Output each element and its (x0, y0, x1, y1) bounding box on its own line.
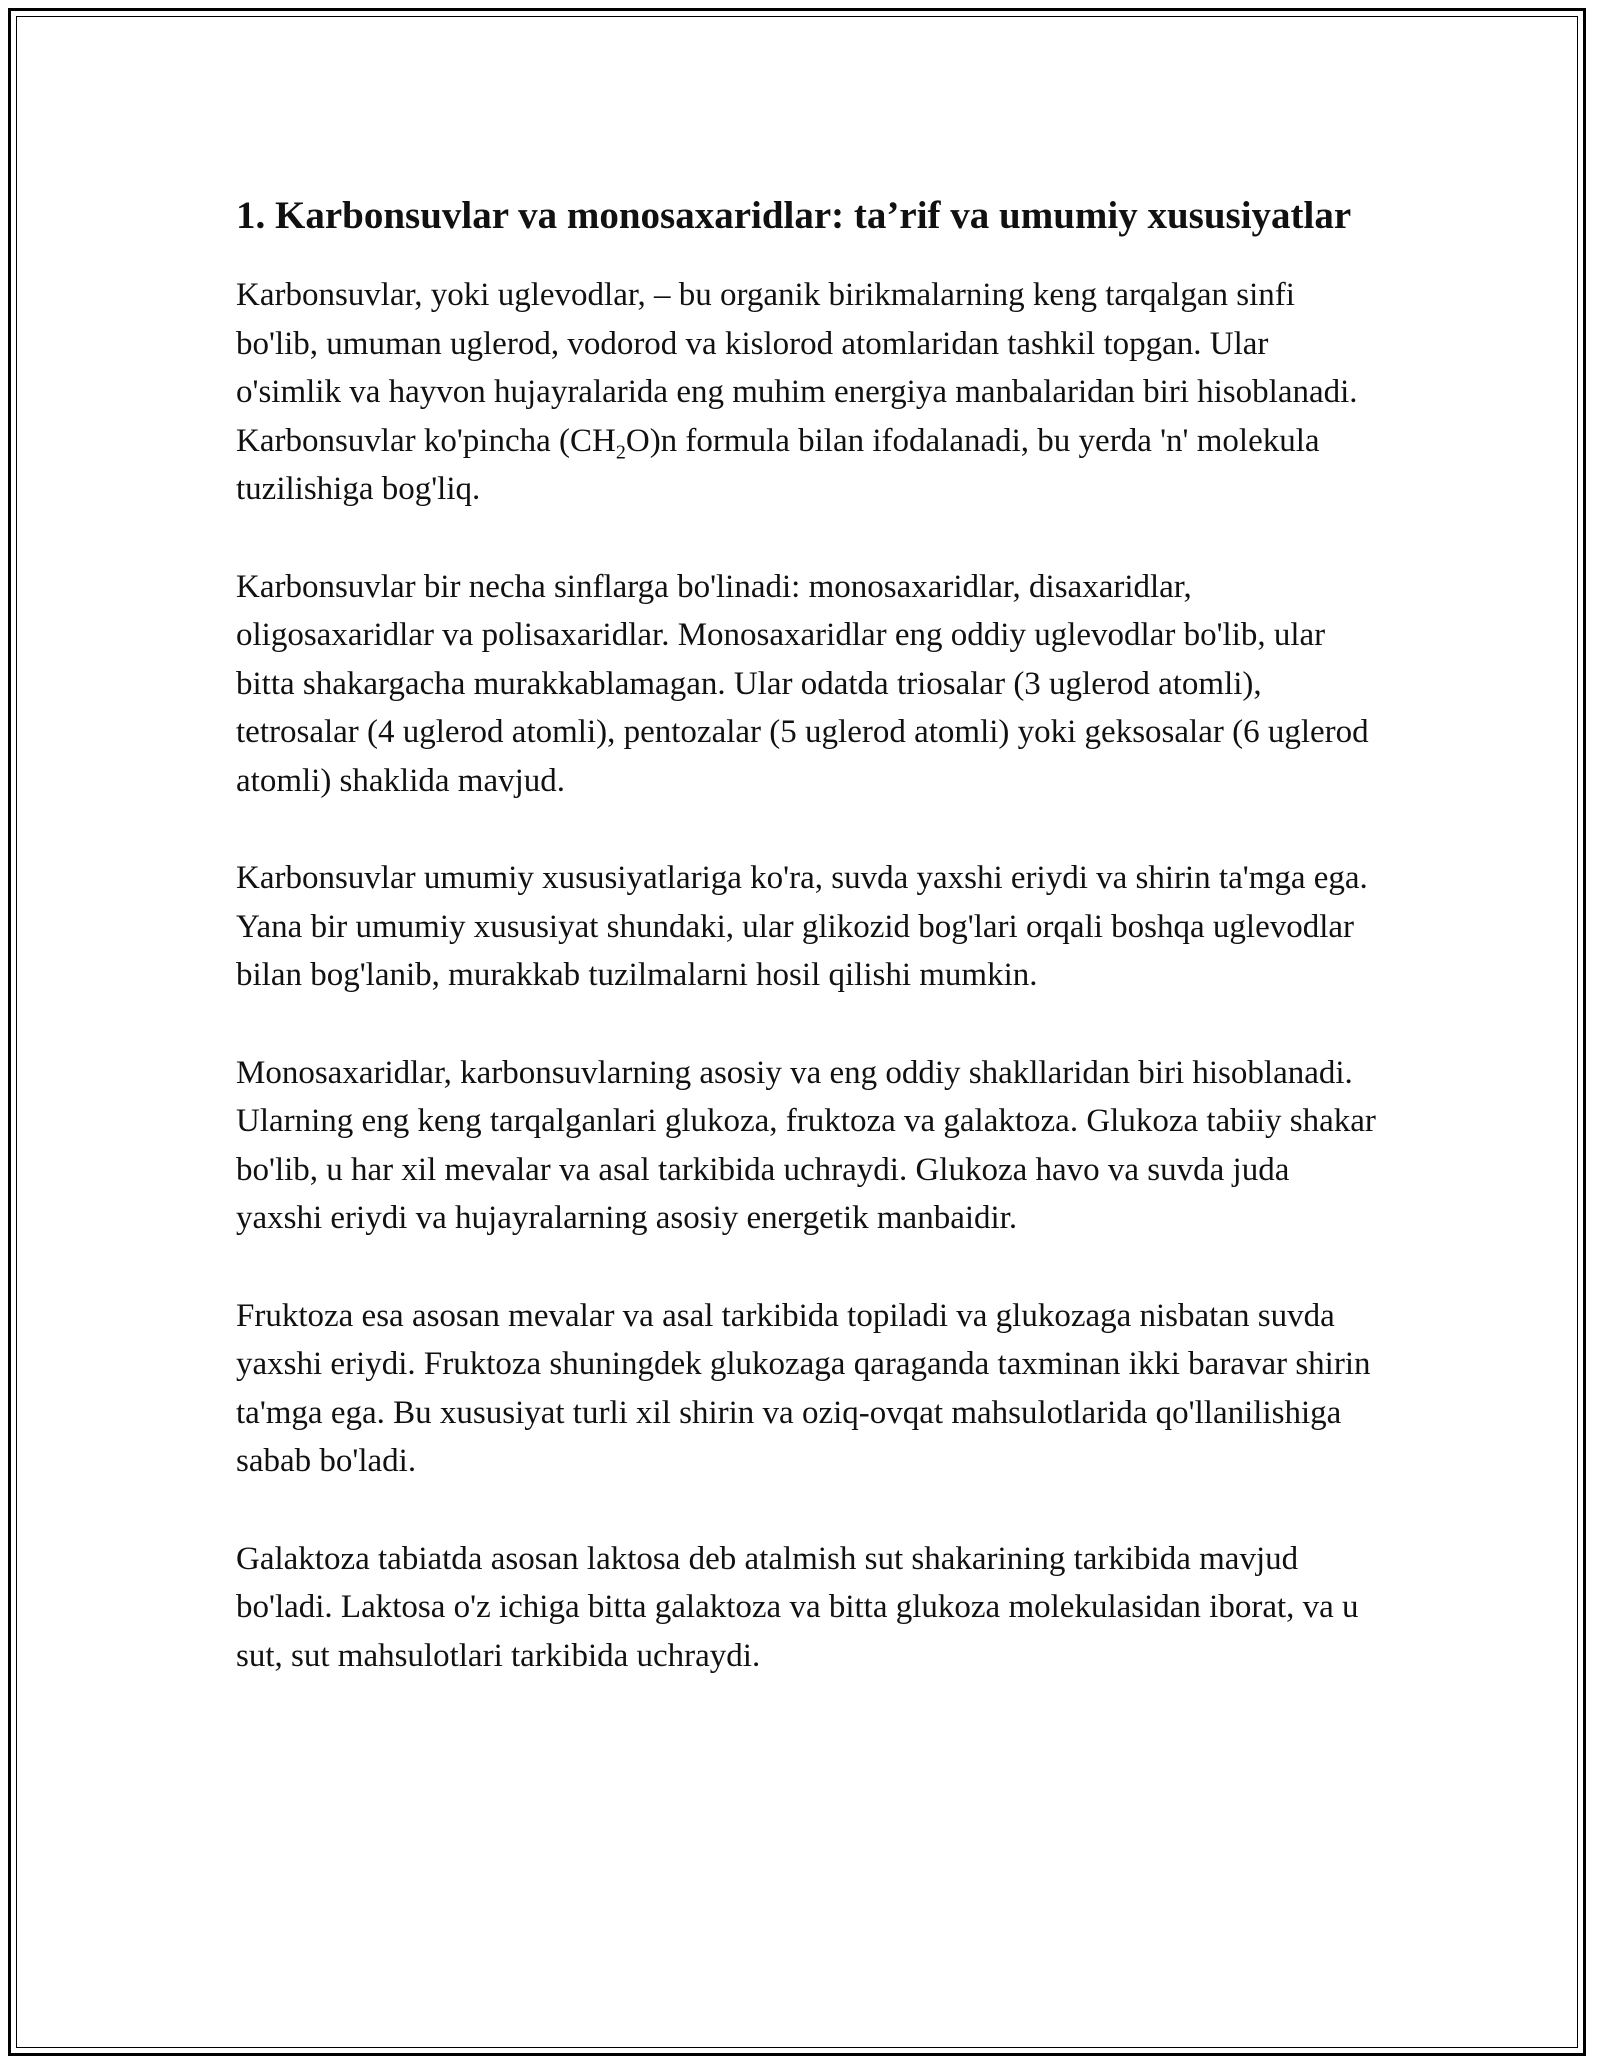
paragraph-3: Karbonsuvlar umumiy xususiyatlariga ko'ra, suvda yaxshi eriydi va shirin ta'mga ega. Yana bir umumiy xususiyat shundaki, ular glikozid bog'lari orqali boshqa uglevodlar bilan bog'lanib, murakkab tuzilmalarni hosil qilishi mumkin. (236, 860, 1368, 993)
paragraph-2: Karbonsuvlar bir necha sinflarga bo'linadi: monosaxaridlar, disaxaridlar, oligosaxaridlar va polisaxaridlar. Monosaxaridlar eng oddiy uglevodlar bo'lib, ular bitta shakargacha murakkablamagan. Ular odatda triosalar (3 uglerod atomli), tetrosalar (4 uglerod atomli), pentozalar (5 uglerod atomli) yoki geksosalar (6 uglerod atomli) shaklida mavjud. (236, 568, 1369, 799)
section-heading: 1. Karbonsuvlar va monosaxaridlar: ta’rif va umumiy xususiyatlar (236, 194, 1352, 237)
paragraph-1-text-end: O)n formula bilan ifodalanadi, bu yerda 'n' molekula tuzilishiga bog'liq. (236, 422, 1320, 507)
paragraph-1-text: Karbonsuvlar, yoki uglevodlar, – bu organik birikmalarning keng tarqalgan sinfi bo'lib, umuman uglerod, vodorod va kislorod atomlaridan tashkil topgan. Ular o'simlik va hayvon hujayralarida eng muhim energiya manbalaridan biri hisoblanadi. Karbonsuvlar ko'pincha (CH (236, 277, 1358, 459)
document-body (236, 188, 1376, 1729)
paragraph-6: Galaktoza tabiatda asosan laktosa deb atalmish sut shakarining tarkibida mavjud bo'ladi. Laktosa o'z ichiga bitta galaktoza va bitta glukoza molekulasidan iborat, va u sut, sut mahsulotlari tarkibida uchraydi. (236, 1540, 1359, 1674)
formula-subscript: 2 (615, 441, 626, 464)
paragraph-1 (236, 271, 1376, 514)
paragraph-5: Fruktoza esa asosan mevalar va asal tarkibida topiladi va glukozaga nisbatan suvda yaxshi eriydi. Fruktoza shuningdek glukozaga qaraganda taxminan ikki baravar shirin ta'mga ega. Bu xususiyat turli xil shirin va oziq-ovqat mahsulotlarida qo'llanilishiga sabab bo'ladi. (236, 1297, 1371, 1479)
paragraph-4: Monosaxaridlar, karbonsuvlarning asosiy va eng oddiy shakllaridan biri hisoblanadi. Ularning eng keng tarqalganlari glukoza, fruktoza va galaktoza. Glukoza tabiiy shakar bo'lib, u har xil mevalar va asal tarkibida uchraydi. Glukoza havo va suvda juda yaxshi eriydi va hujayralarning asosiy energetik manbaidir. (236, 1054, 1376, 1236)
